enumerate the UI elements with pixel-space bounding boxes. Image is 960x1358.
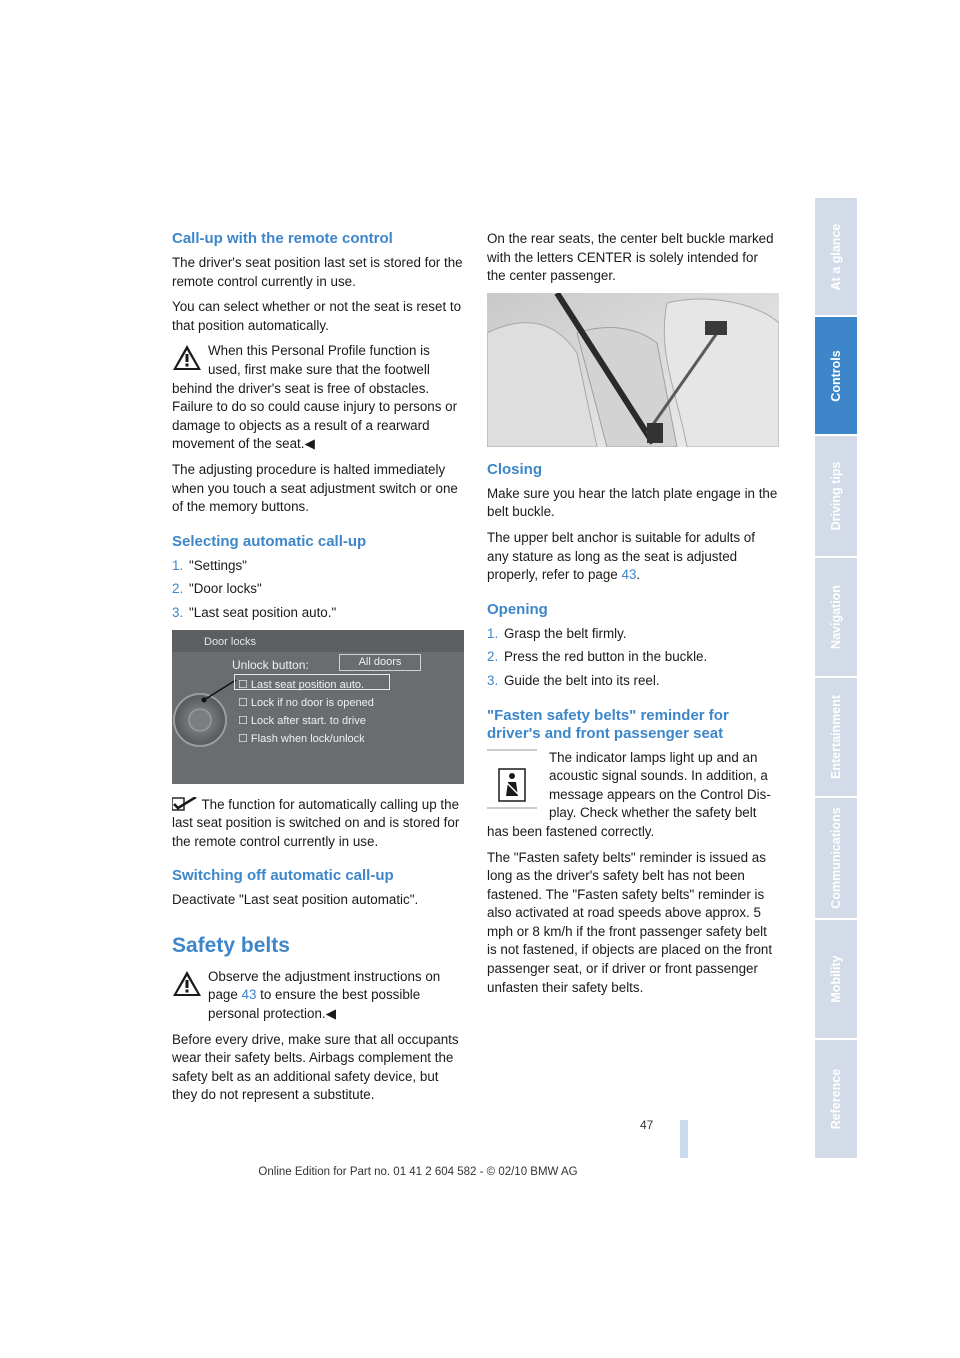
tab-entertainment[interactable]: Entertainment — [815, 678, 857, 798]
list-item: 3. "Last seat position auto." — [172, 604, 337, 620]
page-number: 47 — [640, 1118, 654, 1132]
heading-switchoff: Switching off automatic call-up — [172, 867, 394, 885]
warning-icon — [172, 970, 202, 997]
menu-item[interactable]: ☐ Last seat position auto. — [238, 678, 365, 691]
belt-photo-graphic — [487, 293, 779, 447]
left-column — [172, 230, 464, 1112]
tab-navigation[interactable]: Navigation — [815, 558, 857, 678]
paragraph: The upper belt anchor is suitable for adults of any stature as long as the seat is adjusted properly, refer to page — [487, 529, 755, 583]
paragraph: Before every drive, make sure that all occupants wear their safety belts. Airbags complement the safety belt as an additional safety device, but they do not represent a substitute. — [172, 1031, 459, 1103]
list-item: 1. Grasp the belt firmly. — [487, 625, 627, 641]
screen-menu — [238, 676, 374, 748]
page-marker — [680, 1120, 688, 1158]
warning-text: Observe the adjustment instructions on page — [208, 968, 441, 1003]
paragraph: Deactivate "Last seat position automatic". — [172, 892, 419, 908]
steps-list — [487, 625, 779, 691]
unlock-label: Unlock button: — [232, 657, 309, 672]
chapter-tabs — [815, 198, 857, 1160]
heading-select: Selecting automatic call-up — [172, 532, 367, 550]
paragraph: The driver's seat position last set is stored for the remote control currently in use. — [172, 255, 463, 289]
control-display-screenshot — [172, 630, 464, 784]
paragraph: The "Fasten safety belts" reminder is issued as long as the driver's safety belt has not been fastened. The "Fasten safety belts" reminder is also activated at road speeds above approx. 5 mph or 8 km/h if the front passenger safety belt is not fastened, if objects are placed on the front passenger seat, or if driver or front passenger unfasten their safety belts. — [487, 849, 773, 995]
tab-at-a-glance[interactable]: At a glance — [815, 198, 857, 317]
warning-text-rest: behind the driver's seat is free of obstacles. Failure to do so could cause injury to persons or damage to objects as a result of a rearward movement of the seat.◀ — [172, 380, 458, 452]
paragraph: has been fastened correctly. — [487, 823, 655, 839]
list-item: 2. Press the red button in the buckle. — [487, 649, 708, 665]
warning-text-rest: to ensure the best possible personal protection.◀ — [208, 987, 421, 1022]
screen-title: Door locks — [204, 635, 256, 648]
tab-reference[interactable]: Reference — [815, 1040, 857, 1160]
tab-driving-tips[interactable]: Driving tips — [815, 436, 857, 558]
tab-communications[interactable]: Communications — [815, 798, 857, 920]
right-column: On the rear seats, the center belt buckle marked with the letters CENTER is solely intended for the center passenger. Closing Make sure you hear the latch plate engage in the belt buckle. The upper belt anchor is suitable for adults of any stature as long as the seat is adjusted properly, refer to page 43. Opening 1. Grasp the belt firmly. 2. Press the red button in the buckle. 3. Guide the belt into its reel. "Fasten safety belts" reminder for driver's and front passenger seat The indicator lamps light up and an acoustic signal sounds. In addition, a message appears on the Control Dis-play. Check whether the safety belt has been fastened correctly. The "Fasten safety belts" reminder is issued as long as the driver's safety belt has not been fastened. The "Fasten safety belts" reminder is also activated at road speeds above approx. 5 mph or 8 km/h if the front passenger safety belt is not fastened, if objects are placed on the front passenger seat, or if driver or front passenger unfasten their safety belts. — [487, 230, 779, 1004]
page-link[interactable]: 43 — [621, 567, 637, 583]
paragraph: The function for automatically calling up the last seat position is switched on and is stored for the remote control currently in use. — [172, 796, 460, 849]
seatbelt-indicator-icon — [487, 749, 537, 809]
page-link[interactable]: 43 — [241, 987, 257, 1003]
heading-opening: Opening — [487, 600, 548, 618]
list-item: 2. "Door locks" — [172, 581, 262, 597]
checkmark-icon — [172, 797, 198, 811]
heading-safety-belts: Safety belts — [172, 933, 290, 957]
paragraph: Make sure you hear the latch plate engage in the belt buckle. — [487, 485, 778, 520]
tab-mobility[interactable]: Mobility — [815, 920, 857, 1040]
heading-reminder: "Fasten safety belts" reminder for driver's and front passenger seat — [487, 706, 729, 742]
footer: Online Edition for Part no. 01 41 2 604 582 - © 02/10 BMW AG — [258, 1166, 578, 1178]
menu-item[interactable]: ☐ Flash when lock/unlock — [238, 732, 365, 745]
warning-block — [172, 968, 464, 1024]
menu-item[interactable]: ☐ Lock if no door is opened — [238, 696, 374, 709]
warning-text: When this Personal Profile function is used, first make sure that the footwell — [208, 343, 430, 377]
unlock-value[interactable]: All doors — [339, 654, 421, 671]
menu-item[interactable]: ☐ Lock after start. to drive — [238, 714, 366, 727]
paragraph: You can select whether or not the seat is reset to that position automatically. — [172, 299, 462, 333]
rear-seat-belt-photo — [487, 293, 779, 447]
paragraph: On the rear seats, the center belt buckle marked with the letters CENTER is solely intended for the center passenger. — [487, 231, 774, 284]
indicator-block — [487, 749, 779, 842]
steps-list — [172, 557, 464, 623]
paragraph: The indicator lamps light up and an acoustic signal sounds. In addition, a message appears on the Control Dis-play. Check whether the safety belt — [549, 749, 771, 821]
heading-closing: Closing — [487, 460, 542, 478]
tab-controls[interactable]: Controls — [815, 317, 857, 436]
paragraph: The adjusting procedure is halted immediately when you touch a seat adjustment switch or one of the memory buttons. — [172, 461, 458, 515]
heading-callup: Call-up with the remote control — [172, 230, 393, 247]
warning-icon — [172, 344, 202, 371]
list-item: 3. Guide the belt into its reel. — [487, 672, 660, 688]
list-item: 1. "Settings" — [172, 557, 247, 573]
warning-block — [172, 342, 464, 454]
